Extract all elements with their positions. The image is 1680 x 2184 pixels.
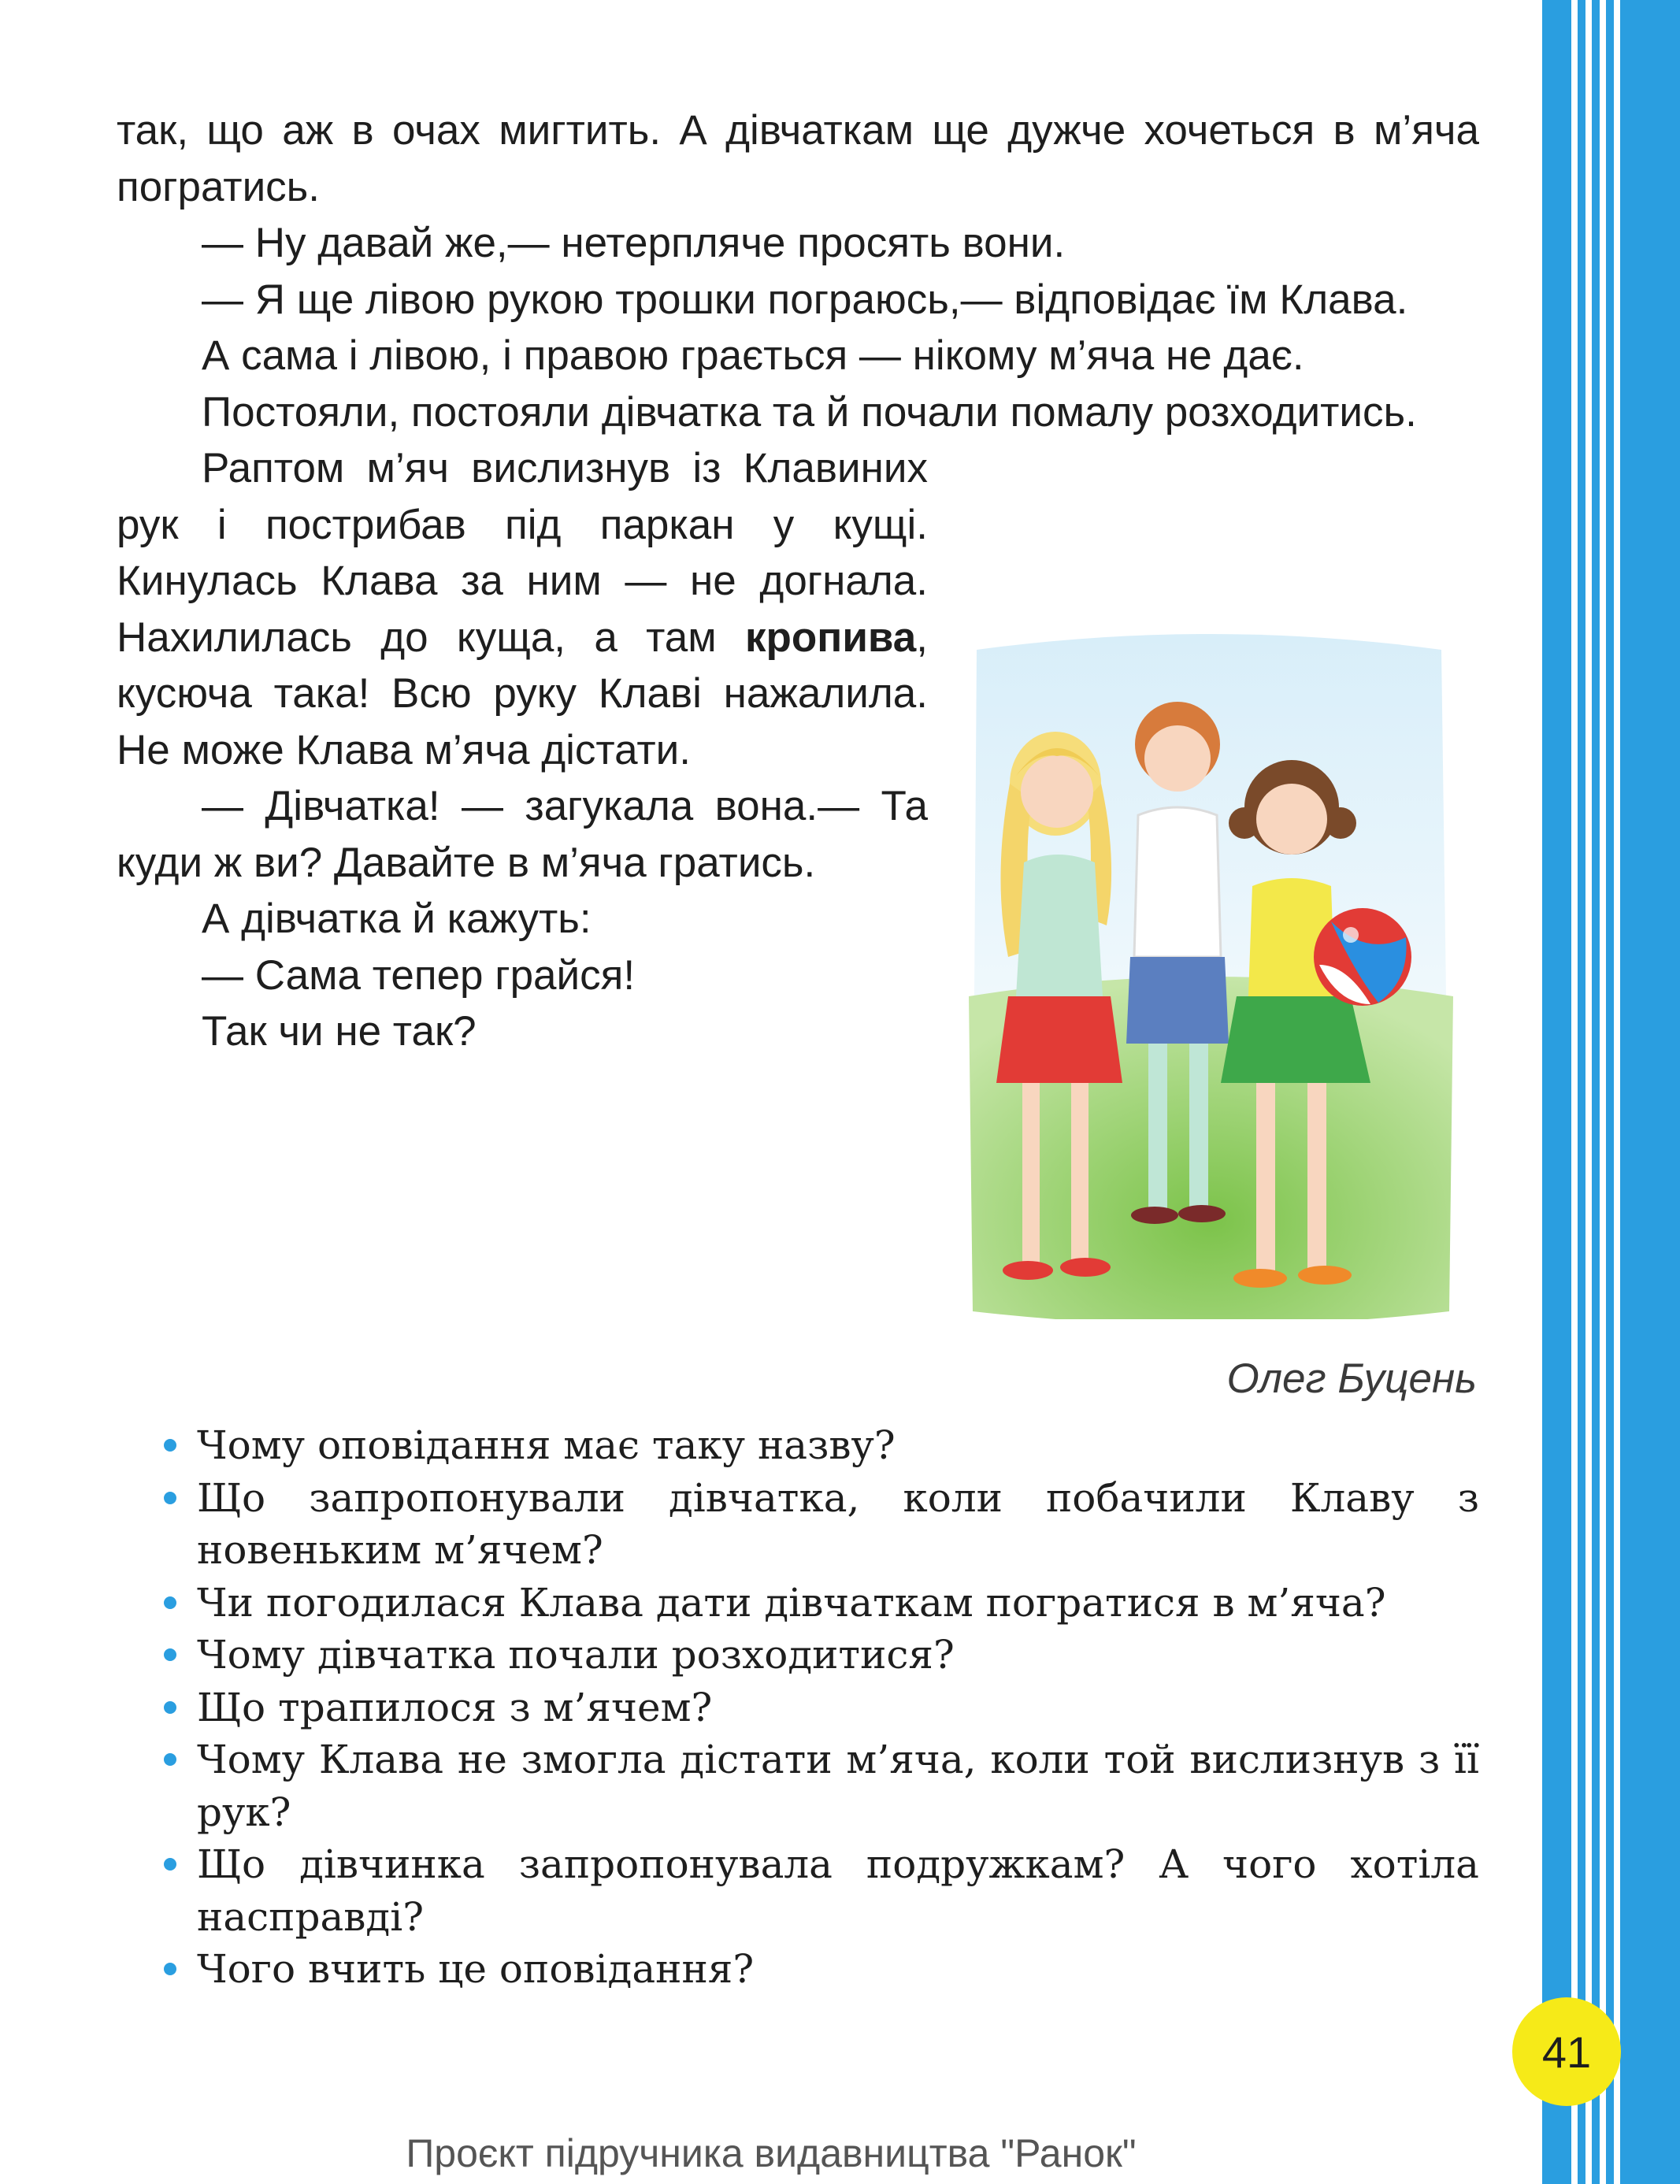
question-item: Чи погодилася Клава дати дівчаткам погратися в м’яча? xyxy=(197,1577,1479,1630)
page-number-badge xyxy=(1512,1997,1621,2106)
highlighted-word: кропива xyxy=(745,614,917,661)
text-run: Раптом м’яч вислизнув із Клавиних рук і пострибав під паркан у кущі. Кинулась Клава за ним — не догнала. Нахилилась до куща, а там xyxy=(117,445,928,661)
author-name: Олег Буцень xyxy=(1226,1355,1477,1402)
story-paragraph: А дівчатка й кажуть: xyxy=(202,895,592,942)
decorative-side-stripes xyxy=(1542,0,1680,2184)
question-item: Чому дівчатка почали розходитися? xyxy=(197,1629,1479,1682)
text-run: , кусюча така! Всю руку Клаві нажалила. Не може Клава м’яча дістати. xyxy=(117,614,928,773)
story-paragraph: — Я ще лівою рукою трошки пограюсь,— відповідає їм Клава. xyxy=(202,276,1408,323)
story-paragraph: А сама і лівою, і правою грається — нікому м’яча не дає. xyxy=(202,332,1304,379)
story-paragraph: Так чи не так? xyxy=(202,1008,477,1055)
question-item: Що запропонували дівчатка, коли побачили Клаву з новеньким м’ячем? xyxy=(197,1472,1479,1577)
publisher-footer: Проєкт підручника видавництва "Ранок" xyxy=(406,2131,1137,2175)
story-paragraph: — Сама тепер грайся! xyxy=(202,951,636,999)
question-item: Що трапилося з м’ячем? xyxy=(197,1682,1479,1734)
questions-list xyxy=(197,1419,1479,1996)
story-paragraph: Постояли, постояли дівчатка та й почали помалу розходитись. xyxy=(202,388,1417,436)
page-number: 41 xyxy=(1541,2026,1592,2077)
question-item: Чому Клава не змогла дістати м’яча, коли той вислизнув з її рук? xyxy=(197,1733,1479,1838)
question-item: Чого вчить це оповідання? xyxy=(197,1943,1479,1996)
story-paragraph xyxy=(117,440,928,778)
story-paragraph: — Ну давай же,— нетерпляче просять вони. xyxy=(202,220,1066,266)
question-item: Чому оповідання має таку назву? xyxy=(197,1419,1479,1472)
story-narrow-column xyxy=(117,440,928,1060)
story-paragraph: — Дівчатка! — загукала вона.— Та куди ж ви? Давайте в м’яча гратись. xyxy=(117,783,928,886)
story-paragraph: так, що аж в очах мигтить. А дівчаткам ще дужче хочеться в м’яча погратись. xyxy=(117,107,1479,210)
question-item: Що дівчинка запропонувала подружкам? А чого хотіла насправді? xyxy=(197,1838,1479,1943)
girls-with-ball-illustration xyxy=(961,626,1457,1319)
